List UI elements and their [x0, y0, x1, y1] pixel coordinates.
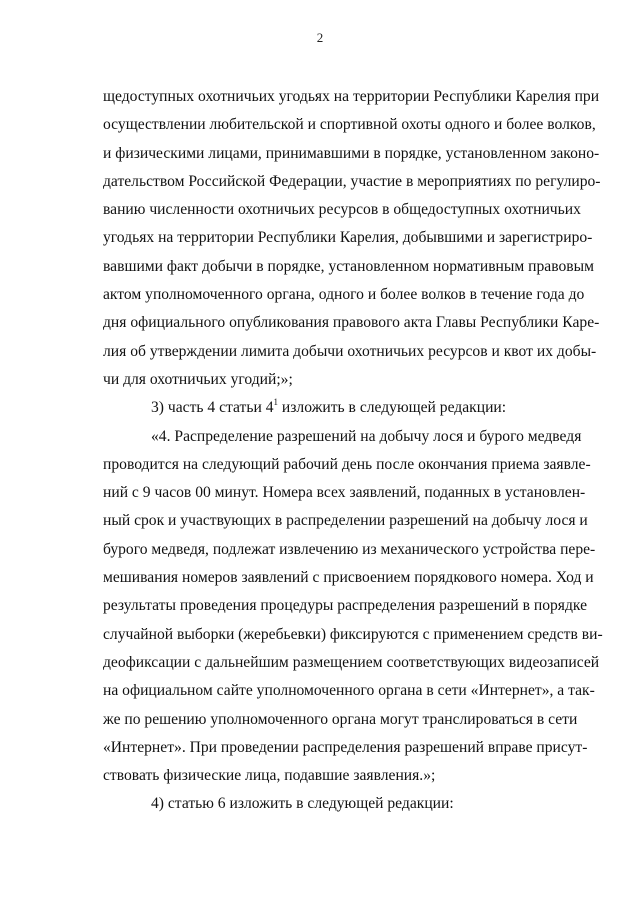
text-line: случайной выборки (жеребьевки) фиксируются с применением средств ви- [103, 625, 603, 643]
list-item-3-suffix: изложить в следующей редакции: [278, 399, 507, 417]
text-line: проводится на следующий рабочий день после окончания приема заявле- [103, 455, 591, 473]
page-number: 2 [316, 30, 324, 45]
text-line: и физическими лицами, принимавшими в порядке, установленном законо- [103, 144, 600, 162]
text-line: результаты проведения процедуры распределения разрешений в порядке [103, 597, 587, 615]
text-line: актом уполномоченного органа, одного и более волков в течение года до [103, 286, 585, 304]
text-line: вавшими факт добычи в порядке, установленном нормативным правовым [103, 257, 594, 275]
list-item-3-prefix: 3) часть 4 статьи 4 [151, 399, 274, 417]
text-line: дательством Российской Федерации, участие в мероприятиях по регулиро- [103, 172, 601, 190]
text-line: на официальном сайте уполномоченного органа в сети «Интернет», а так- [103, 682, 595, 700]
text-line: мешивания номеров заявлений с присвоением порядкового номера. Ход и [103, 569, 594, 587]
list-item-3-superscript: 1 [273, 397, 279, 408]
text-line: лия об утверждении лимита добычи охотничьих ресурсов и квот их добы- [103, 342, 597, 360]
text-line: осуществлении любительской и спортивной охоты одного и более волков, [103, 116, 596, 134]
list-item-3 [103, 394, 541, 422]
text-line: чи для охотничьих угодий;»; [103, 370, 293, 388]
text-line: «Интернет». При проведении распределения разрешений вправе присут- [103, 738, 588, 756]
text-line: ный срок и участвующих в распределении разрешений на добычу лося и [103, 512, 588, 530]
list-item-4: 4) статью 6 изложить в следующей редакции: [151, 795, 454, 813]
document-body [103, 83, 603, 819]
text-line: деофиксации с дальнейшим размещением соответствующих видеозаписей [103, 653, 600, 671]
text-line: щедоступных охотничьих угодьях на территории Республики Карелия при [103, 88, 600, 105]
text-line: же по решению уполномоченного органа могут транслироваться в сети [103, 710, 578, 728]
text-line: дня официального опубликования правового акта Главы Республики Каре- [103, 314, 600, 332]
text-line: «4. Распределение разрешений на добычу лося и бурого медведя [151, 427, 582, 445]
text-line: ванию численности охотничьих ресурсов в общедоступных охотничьих [103, 201, 581, 219]
text-line: бурого медведя, подлежат извлечению из механического устройства пере- [103, 540, 596, 558]
text-line: ствовать физические лица, подавшие заявления.»; [103, 767, 436, 785]
text-line: угодьях на территории Республики Карелия, добывшими и зарегистриро- [103, 229, 593, 247]
text-line: ний с 9 часов 00 минут. Номера всех заявлений, поданных в установлен- [103, 484, 586, 502]
